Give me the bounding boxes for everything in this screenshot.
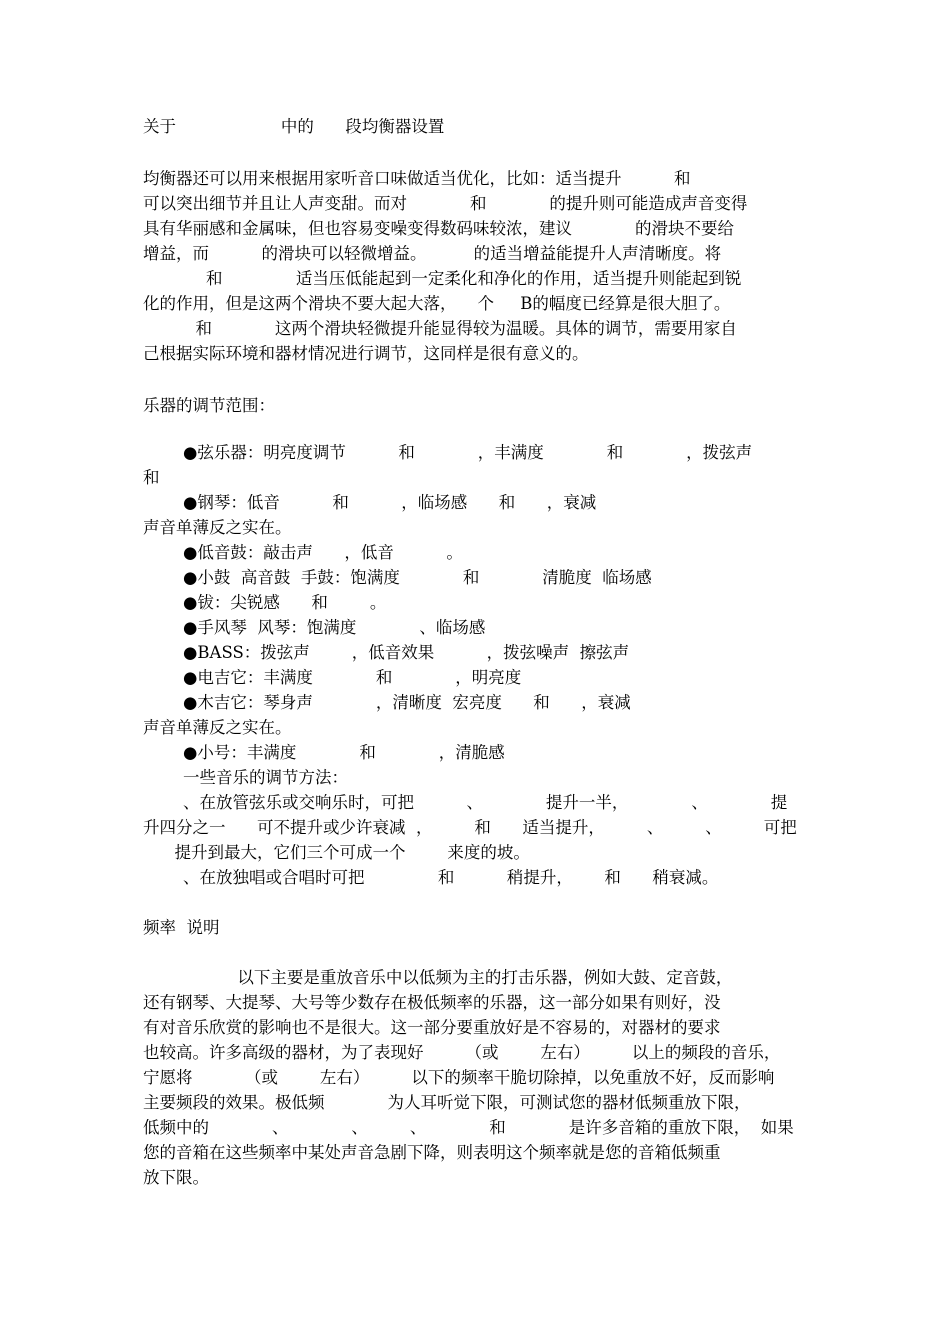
instrument-item: ●BASS：拨弦声 ，低音效果 ，拨弦噪声 擦弦声	[183, 643, 630, 662]
intro-line: 具有华丽感和金属味，但也容易变噪变得数码味较浓，建议 的滑块不要给	[143, 219, 734, 238]
freq-line: 有对音乐欣赏的影响也不是很大。这一部分要重放好是不容易的，对器材的要求	[143, 1018, 721, 1037]
freq-line: 也较高。许多高级的器材，为了表现好 （或 左右） 以上的频段的音乐，	[143, 1043, 781, 1062]
instrument-item: ●弦乐器：明亮度调节 和 ，丰满度 和 ，拨弦声	[183, 443, 753, 462]
freq-line: 低频中的 、 、 、 和 是许多音箱的重放下限， 如果	[143, 1118, 794, 1137]
instrument-item: ●低音鼓：敲击声 ，低音 。	[183, 543, 463, 562]
methods-heading: 一些音乐的调节方法：	[183, 768, 348, 787]
method-line: 升四分之一 可不提升或少许衰减 ， 和 适当提升， 、 、 可把	[143, 818, 797, 837]
freq-line: 还有钢琴、大提琴、大号等少数存在极低频率的乐器，这一部分如果有则好，没	[143, 993, 721, 1012]
intro-line: 己根据实际环境和器材情况进行调节，这同样是很有意义的。	[143, 344, 589, 363]
freq-line: 您的音箱在这些频率中某处声音急剧下降，则表明这个频率就是您的音箱低频重	[143, 1143, 721, 1162]
doc-title: 关于 中的 段均衡器设置	[143, 117, 445, 136]
freq-heading: 频率 说明	[143, 918, 220, 937]
instrument-item: ●小号：丰满度 和 ，清脆感	[183, 743, 505, 762]
freq-line: 主要频段的效果。极低频 为人耳听觉下限，可测试您的器材低频重放下限，	[143, 1093, 751, 1112]
method-line: 、在放独唱或合唱时可把 和 稍提升， 和 稍衰减。	[183, 868, 719, 887]
instrument-item: ●电吉它：丰满度 和 ，明亮度	[183, 668, 522, 687]
instrument-item: ●钢琴：低音 和 ，临场感 和 ，衰减	[183, 493, 597, 512]
instruments-heading: 乐器的调节范围：	[143, 396, 275, 415]
intro-line: 和 适当压低能起到一定柔化和净化的作用，适当提升则能起到锐	[143, 269, 742, 288]
instrument-item-continuation: 声音单薄反之实在。	[143, 518, 292, 537]
intro-line: 均衡器还可以用来根据用家听音口味做适当优化，比如：适当提升 和	[143, 169, 691, 188]
method-line: 、在放管弦乐或交响乐时，可把 、 提升一半， 、 提	[183, 793, 788, 812]
instrument-item: ●钹：尖锐感 和 。	[183, 593, 387, 612]
intro-line: 化的作用，但是这两个滑块不要大起大落， 个 B的幅度已经算是很大胆了。	[143, 294, 731, 313]
intro-line: 可以突出细节并且让人声变甜。而对 和 的提升则可能造成声音变得	[143, 194, 748, 213]
instrument-item: ●小鼓 高音鼓 手鼓：饱满度 和 清脆度 临场感	[183, 568, 652, 587]
freq-line: 以下主要是重放音乐中以低频为主的打击乐器，例如大鼓、定音鼓，	[143, 968, 733, 987]
instrument-item-continuation: 和	[143, 468, 160, 487]
instrument-item-continuation: 声音单薄反之实在。	[143, 718, 292, 737]
freq-line: 放下限。	[143, 1168, 209, 1187]
intro-line: 增益，而 的滑块可以轻微增益。 的适当增益能提升人声清晰度。将	[143, 244, 722, 263]
method-line: 提升到最大，它们三个可成一个 来度的坡。	[143, 843, 530, 862]
intro-line: 和 这两个滑块轻微提升能显得较为温暖。具体的调节，需要用家自	[143, 319, 737, 338]
instrument-item: ●木吉它：琴身声 ，清晰度 宏亮度 和 ，衰减	[183, 693, 631, 712]
instrument-item: ●手风琴 风琴：饱满度 、临场感	[183, 618, 486, 637]
freq-line: 宁愿将 （或 左右） 以下的频率干脆切除掉，以免重放不好，反而影响	[143, 1068, 775, 1087]
